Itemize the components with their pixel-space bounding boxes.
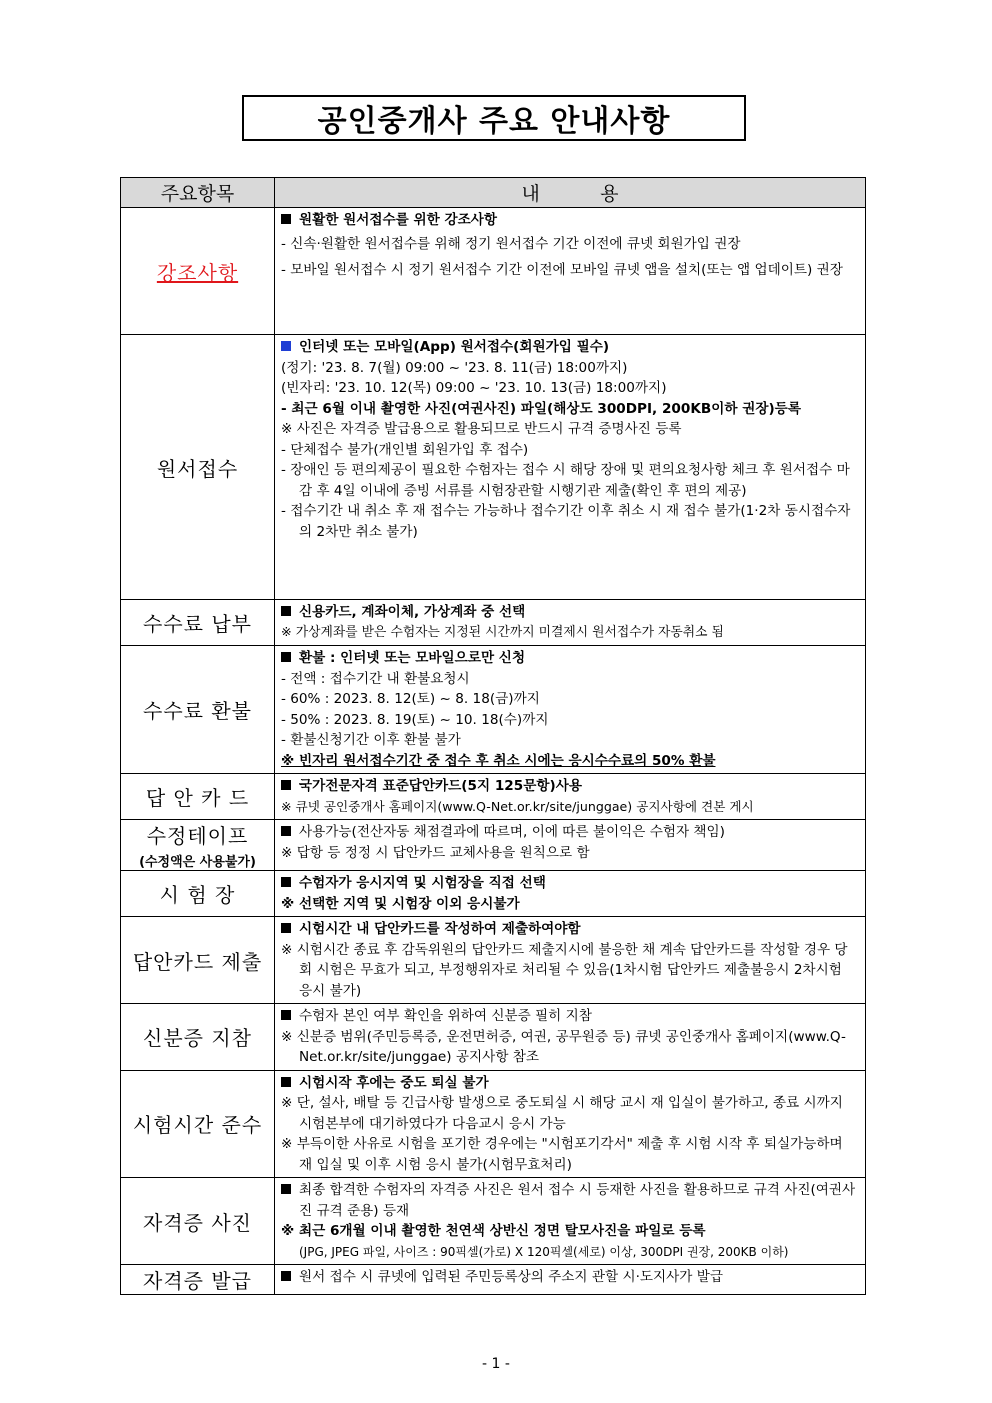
row-label: 원서접수 xyxy=(121,335,275,600)
row-content xyxy=(275,1070,866,1178)
table-row xyxy=(121,1004,866,1071)
square-bullet-icon xyxy=(281,780,291,790)
list-item: ※ 단, 설사, 배탈 등 긴급사항 발생으로 중도퇴실 시 해당 교시 재 입실이 불가하고, 종료 시까지 시험본부에 대기하였다가 다음교시 응시 가능 xyxy=(281,1095,843,1132)
table-row xyxy=(121,208,866,335)
list-item: - 전액 : 접수기간 내 환불요청시 xyxy=(281,670,470,687)
list-item: ※ 선택한 지역 및 시험장 이외 응시불가 xyxy=(281,895,520,912)
square-bullet-icon xyxy=(281,606,291,616)
list-item: (정기: '23. 8. 7(월) 09:00 ~ '23. 8. 11(금) 18:00까지) xyxy=(281,359,628,376)
row-label: 시 험 장 xyxy=(121,871,275,917)
list-item: - 60% : 2023. 8. 12(토) ~ 8. 18(금)까지 xyxy=(281,691,540,707)
list-item: 사용가능(전산자동 채점결과에 따르며, 이에 따른 불이익은 수험자 책임) xyxy=(281,822,859,843)
list-item: 수험자 본인 여부 확인을 위하여 신분증 필히 지참 xyxy=(281,1006,859,1027)
list-item: ※ 시험시간 종료 후 감독위원의 답안카드 제출지시에 불응한 채 계속 답안카드를 작성할 경우 당회 시험은 무효가 되고, 부정행위자로 처리될 수 있음(1차시험 답안카드 제출불응시 2차시험 응시 불가) xyxy=(281,941,848,999)
list-item: 신용카드, 계좌이체, 가상계좌 중 선택 xyxy=(281,602,859,623)
table-row xyxy=(121,917,866,1004)
header-category: 주요항목 xyxy=(121,178,275,208)
list-item: 최종 합격한 수험자의 자격증 사진은 원서 접수 시 등재한 사진을 활용하므로 규격 사진(여권사진 규격 준용) 등재 xyxy=(281,1180,859,1221)
square-bullet-icon xyxy=(281,1077,291,1087)
page-title: 공인중개사 주요 안내사항 xyxy=(242,95,746,141)
list-item: - 장애인 등 편의제공이 필요한 수험자는 접수 시 해당 장애 및 편의요청사항 체크 후 원서접수 마감 후 4일 이내에 증빙 서류를 시험장관할 시행기관 제출(확인 후 편의 제공) xyxy=(281,462,850,499)
row-content xyxy=(275,1004,866,1071)
table-row xyxy=(121,871,866,917)
row-content xyxy=(275,774,866,820)
row-label: 강조사항 xyxy=(121,208,275,335)
list-item: - 신속·원활한 원서접수를 위해 정기 원서접수 기간 이전에 큐넷 회원가입 권장 xyxy=(281,235,741,252)
list-item: 시험시간 내 답안카드를 작성하여 제출하여야함 xyxy=(281,919,859,940)
row-content xyxy=(275,600,866,646)
list-item: ※ 답항 등 정정 시 답안카드 교체사용을 원칙으로 함 xyxy=(281,844,590,861)
row-label: 신분증 지참 xyxy=(121,1004,275,1071)
list-item: ※ 신분증 범위(주민등록증, 운전면허증, 여권, 공무원증 등) 큐넷 공인중개사 홈페이지(www.Q-Net.or.kr/site/junggae) 공지사항 참조 xyxy=(281,1028,846,1065)
square-bullet-icon xyxy=(281,923,291,933)
row-content xyxy=(275,820,866,871)
row-label: 수정테이프 (수정액은 사용불가) xyxy=(121,820,275,871)
row-label: 답 안 카 드 xyxy=(121,774,275,820)
list-item: ※ 빈자리 원서접수기간 중 접수 후 취소 시에는 응시수수료의 50% 환불 xyxy=(281,752,716,769)
square-bullet-icon xyxy=(281,214,291,224)
list-item: ※ 최근 6개월 이내 촬영한 천연색 상반신 정면 탈모사진을 파일로 등록 xyxy=(281,1223,706,1239)
list-item: - 50% : 2023. 8. 19(토) ~ 10. 18(수)까지 xyxy=(281,711,549,728)
list-item: 원활한 원서접수를 위한 강조사항 xyxy=(281,210,859,231)
list-item: ※ 큐넷 공인중개사 홈페이지(www.Q-Net.or.kr/site/junggae) 공지사항에 견본 게시 xyxy=(281,798,754,814)
row-content xyxy=(275,1178,866,1265)
square-bullet-icon xyxy=(281,1184,291,1194)
table-row xyxy=(121,774,866,820)
table-row xyxy=(121,1070,866,1178)
list-item: ※ 부득이한 사유로 시험을 포기한 경우에는 "시험포기각서" 제출 후 시험 시작 후 퇴실가능하며 재 입실 및 이후 시험 응시 불가(시험무효처리) xyxy=(281,1136,843,1173)
row-content xyxy=(275,871,866,917)
row-sublabel: (수정액은 사용불가) xyxy=(139,855,256,870)
square-bullet-icon xyxy=(281,341,291,351)
list-item: - 최근 6월 이내 촬영한 사진(여권사진) 파일(해상도 300DPI, 200KB이하 권장)등록 xyxy=(281,400,801,417)
list-item: - 환불신청기간 이후 환불 불가 xyxy=(281,732,461,748)
row-content xyxy=(275,1265,866,1295)
table-row xyxy=(121,1178,866,1265)
square-bullet-icon xyxy=(281,826,291,836)
list-item: 환불 : 인터넷 또는 모바일으로만 신청 xyxy=(281,648,859,669)
table-row xyxy=(121,820,866,871)
table-header-row xyxy=(121,178,866,208)
square-bullet-icon xyxy=(281,1010,291,1020)
square-bullet-icon xyxy=(281,652,291,662)
table-row xyxy=(121,335,866,600)
square-bullet-icon xyxy=(281,1271,291,1281)
row-label: 답안카드 제출 xyxy=(121,917,275,1004)
square-bullet-icon xyxy=(281,877,291,887)
row-label: 시험시간 준수 xyxy=(121,1070,275,1178)
list-item: - 모바일 원서접수 시 정기 원서접수 기간 이전에 모바일 큐넷 앱을 설치(또는 앱 업데이트) 권장 xyxy=(281,261,843,278)
list-item: 인터넷 또는 모바일(App) 원서접수(회원가입 필수) xyxy=(281,337,859,358)
header-content: 내 용 xyxy=(275,178,866,208)
list-item: 수험자가 응시지역 및 시험장을 직접 선택 xyxy=(281,873,859,894)
row-content xyxy=(275,917,866,1004)
notice-table xyxy=(120,177,866,1295)
row-content xyxy=(275,208,866,335)
list-item: (빈자리: '23. 10. 12(목) 09:00 ~ '23. 10. 13(금) 18:00까지) xyxy=(281,380,667,396)
list-item: 원서 접수 시 큐넷에 입력된 주민등록상의 주소지 관할 시·도지사가 발급 xyxy=(281,1267,859,1288)
row-label: 수수료 환불 xyxy=(121,646,275,774)
row-label: 자격증 사진 xyxy=(121,1178,275,1265)
list-item: - 접수기간 내 취소 후 재 접수는 가능하나 접수기간 이후 취소 시 재 접수 불가(1·2차 동시접수자의 2차만 취소 불가) xyxy=(281,503,851,540)
table-row xyxy=(121,1265,866,1295)
table-row xyxy=(121,600,866,646)
row-content xyxy=(275,646,866,774)
list-item: - 단체접수 불가(개인별 회원가입 후 접수) xyxy=(281,441,529,458)
row-content xyxy=(275,335,866,600)
list-item: 시험시작 후에는 중도 퇴실 불가 xyxy=(281,1073,859,1094)
list-item: (JPG, JPEG 파일, 사이즈 : 90픽셀(가로) X 120픽셀(세로) 이상, 300DPI 권장, 200KB 이하) xyxy=(299,1244,789,1259)
row-label: 수수료 납부 xyxy=(121,600,275,646)
list-item: ※ 사진은 자격증 발급용으로 활용되므로 반드시 규격 증명사진 등록 xyxy=(281,421,682,437)
list-item: 국가전문자격 표준답안카드(5지 125문항)사용 xyxy=(281,776,859,797)
table-row xyxy=(121,646,866,774)
list-item: ※ 가상계좌를 받은 수험자는 지정된 시간까지 미결제시 원서접수가 자동취소 됨 xyxy=(281,624,724,640)
page-number: - 1 - xyxy=(482,1356,510,1372)
row-label: 자격증 발급 xyxy=(121,1265,275,1295)
